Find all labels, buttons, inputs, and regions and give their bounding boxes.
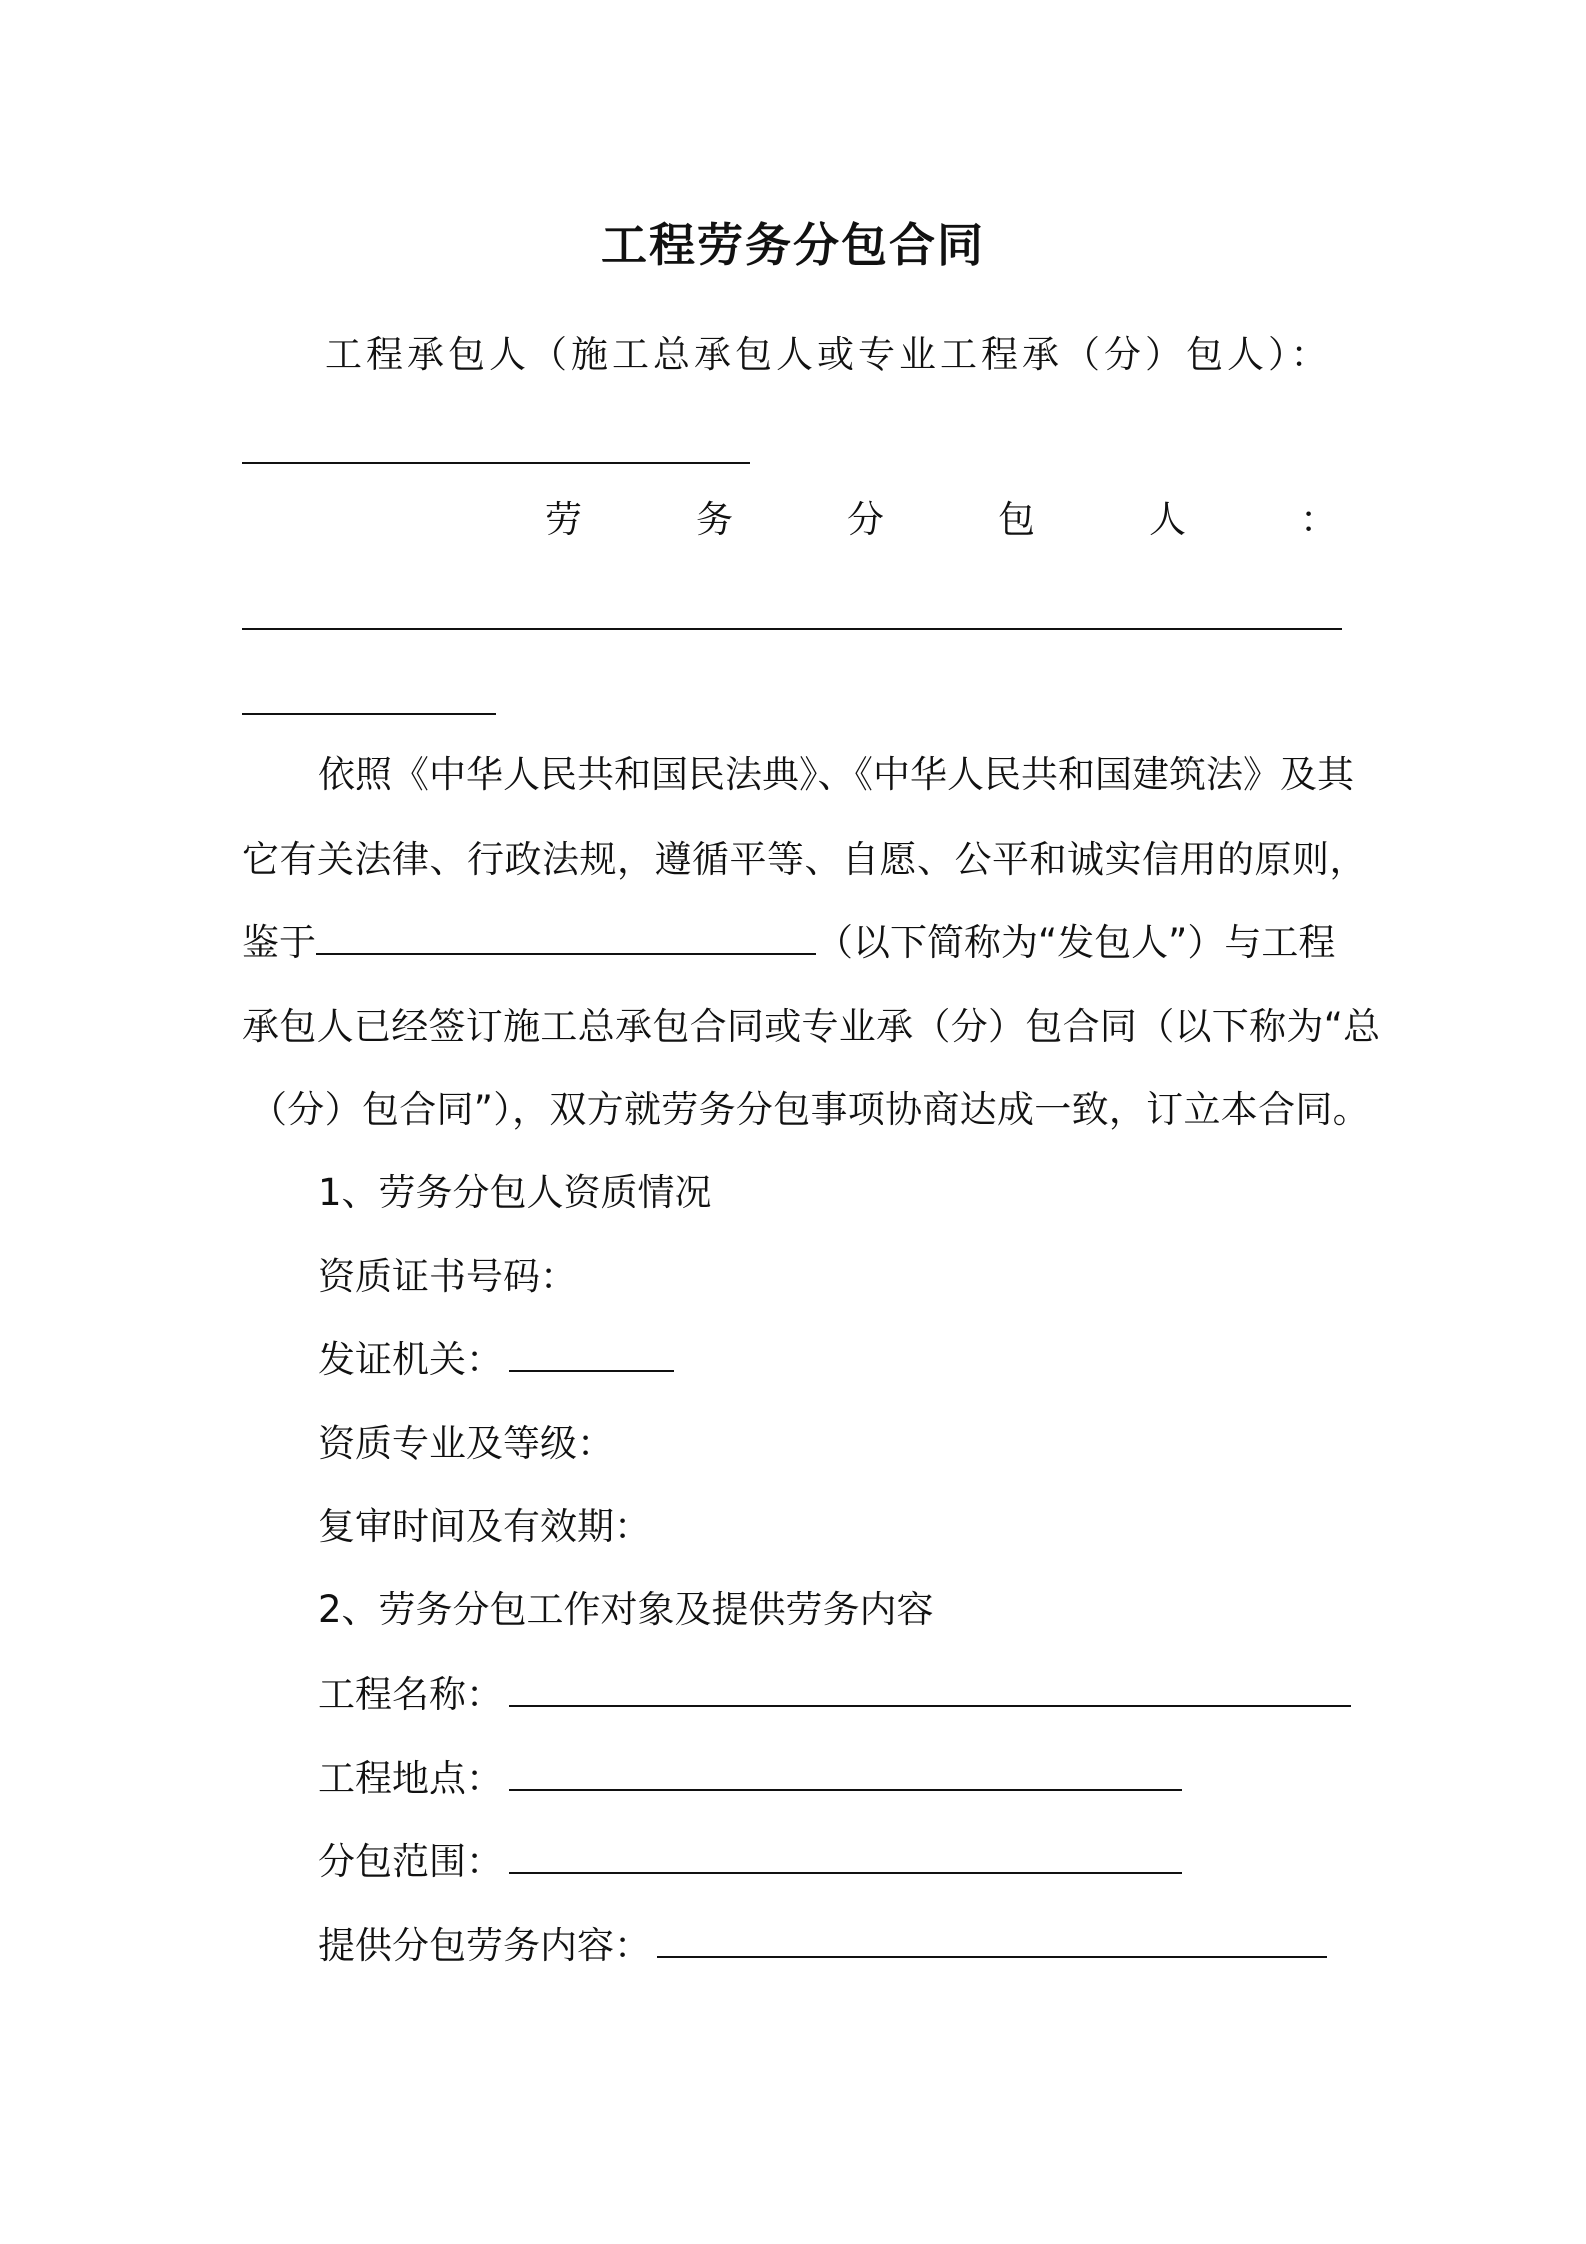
project-name-blank[interactable] (509, 1671, 1351, 1707)
section1-heading: 1、劳务分包人资质情况 (318, 1171, 712, 1214)
grade-label: 资质专业及等级： (318, 1422, 614, 1465)
document-title: 工程劳务分包合同 (601, 218, 985, 272)
project-location-blank[interactable] (509, 1755, 1182, 1791)
preamble-line-2: 它有关法律、行政法规，遵循平等、自愿、公平和诚实信用的原则， (242, 838, 1367, 881)
subcontractor-blank-1[interactable] (242, 628, 1342, 630)
project-name-row (318, 1670, 1351, 1720)
preamble-prefix: 鉴于 (242, 921, 316, 964)
preamble-line-5: （分）包合同”），双方就劳务分包事项协商达成一致，订立本合同。 (250, 1088, 1370, 1131)
review-label: 复审时间及有效期： (318, 1505, 651, 1548)
section2-heading: 2、劳务分包工作对象及提供劳务内容 (318, 1588, 934, 1631)
subcontractor-blank-2[interactable] (242, 713, 496, 715)
scope-row (318, 1837, 1182, 1887)
subcontractor-char: 务 (696, 498, 733, 541)
preamble-line-3 (242, 918, 1335, 968)
preamble-line-1: 依照《中华人民共和国民法典》、《中华人民共和国建筑法》及其 (318, 753, 1354, 796)
content-label: 提供分包劳务内容： (318, 1924, 651, 1967)
content-blank[interactable] (657, 1922, 1327, 1958)
subcontractor-label (545, 495, 1337, 545)
subcontractor-char: 包 (998, 498, 1035, 541)
issuer-label: 发证机关： (318, 1338, 503, 1381)
scope-blank[interactable] (509, 1838, 1182, 1874)
subcontractor-char: ： (1300, 498, 1337, 541)
subcontractor-char: 分 (847, 498, 884, 541)
project-location-row (318, 1754, 1182, 1804)
preamble-suffix: （以下简称为“发包人”）与工程 (816, 921, 1336, 964)
subcontractor-char: 人 (1149, 498, 1186, 541)
issuer-blank[interactable] (509, 1336, 674, 1372)
contractor-label: 工程承包人（施工总承包人或专业工程承（分）包人）： (325, 333, 1332, 376)
project-name-label: 工程名称： (318, 1673, 503, 1716)
scope-label: 分包范围： (318, 1840, 503, 1883)
issuer-row (318, 1335, 674, 1385)
preamble-line-4: 承包人已经签订施工总承包合同或专业承（分）包合同（以下称为“总 (242, 1005, 1381, 1048)
subcontractor-char: 劳 (545, 498, 582, 541)
content-row (318, 1921, 1327, 1971)
employer-blank[interactable] (316, 919, 816, 955)
cert-no-label: 资质证书号码： (318, 1255, 577, 1298)
contractor-blank[interactable] (242, 462, 750, 464)
project-location-label: 工程地点： (318, 1757, 503, 1800)
